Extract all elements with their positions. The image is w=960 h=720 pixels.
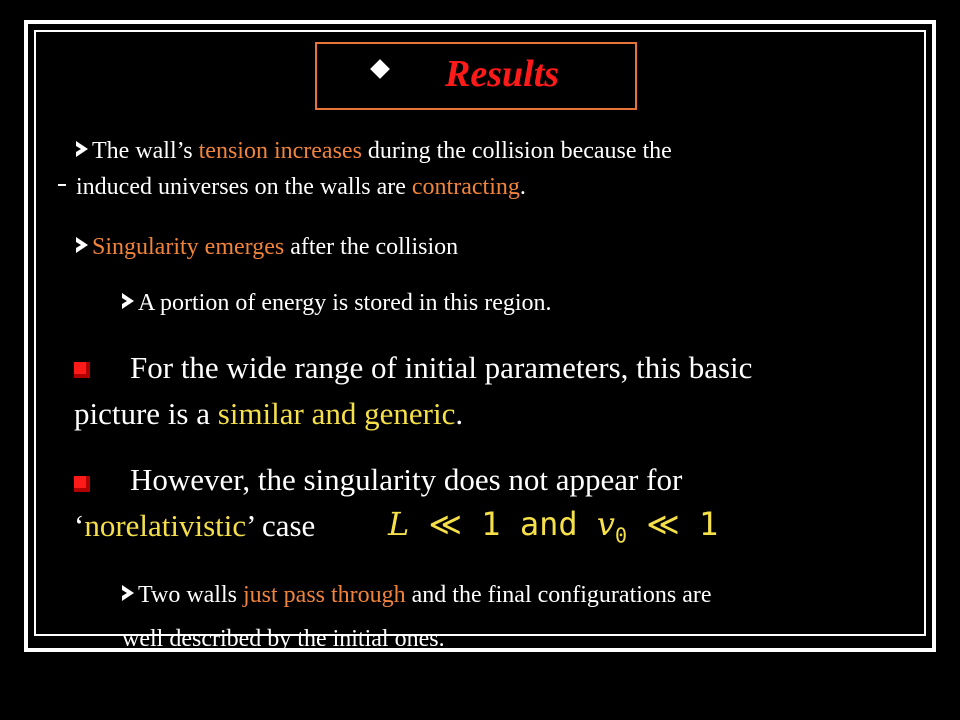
bullet-text: The wall’s bbox=[92, 138, 199, 164]
sub-bullet-pass-line2: well described by the initial ones. bbox=[122, 626, 445, 652]
formula-sub: 0 bbox=[614, 523, 627, 548]
arrow-bullet-icon bbox=[76, 237, 88, 253]
para-nonrel-line2 bbox=[74, 508, 315, 544]
highlight-text: tension increases bbox=[198, 138, 362, 164]
highlight-text: contracting bbox=[411, 174, 520, 200]
bullet-text: and the final configurations are bbox=[405, 582, 712, 608]
para-text: ‘ bbox=[74, 508, 85, 543]
sub-bullet-pass-line1 bbox=[122, 582, 712, 609]
arrow-bullet-icon bbox=[122, 585, 134, 601]
bullet-text: . bbox=[519, 174, 526, 200]
bullet-tension-line1 bbox=[76, 138, 672, 165]
title-box bbox=[315, 42, 637, 110]
arrow-bullet-icon bbox=[76, 141, 88, 157]
bullet-text: after the collision bbox=[284, 234, 459, 260]
para-generic-line2 bbox=[74, 396, 463, 432]
condition-formula bbox=[388, 505, 718, 547]
bullet-tension-line2 bbox=[76, 174, 526, 201]
formula-var: v bbox=[596, 505, 615, 543]
sub-bullet-energy bbox=[122, 290, 552, 317]
diamond-icon bbox=[370, 59, 390, 79]
para-nonrel-line1: However, the singularity does not appear for bbox=[130, 462, 683, 497]
bullet-text: during the collision because the bbox=[361, 138, 672, 164]
formula-var: L bbox=[388, 505, 410, 543]
para-text: ’ case bbox=[246, 508, 316, 543]
bullet-text: Two walls bbox=[138, 582, 243, 608]
highlight-text: norelativistic bbox=[84, 508, 247, 543]
para-generic-line1: For the wide range of initial parameters, this basic bbox=[130, 350, 753, 385]
bullet-text: A portion of energy is stored in this region. bbox=[138, 290, 552, 316]
highlight-text: similar and generic bbox=[217, 396, 456, 431]
square-bullet-icon bbox=[74, 362, 90, 378]
square-bullet-icon bbox=[74, 476, 90, 492]
arrow-bullet-icon bbox=[122, 293, 134, 309]
formula-op: ≪ 1 bbox=[627, 505, 719, 543]
bullet-text: induced universes on the walls are bbox=[76, 174, 412, 200]
slide-title: Results bbox=[445, 53, 560, 95]
highlight-text: just pass through bbox=[242, 582, 406, 608]
para-text: picture is a bbox=[74, 396, 218, 431]
stray-dash bbox=[58, 184, 66, 186]
formula-op: ≪ 1 and bbox=[409, 505, 597, 543]
para-text: . bbox=[455, 396, 464, 431]
highlight-text: Singularity emerges bbox=[92, 234, 285, 260]
bullet-singularity bbox=[76, 234, 458, 261]
